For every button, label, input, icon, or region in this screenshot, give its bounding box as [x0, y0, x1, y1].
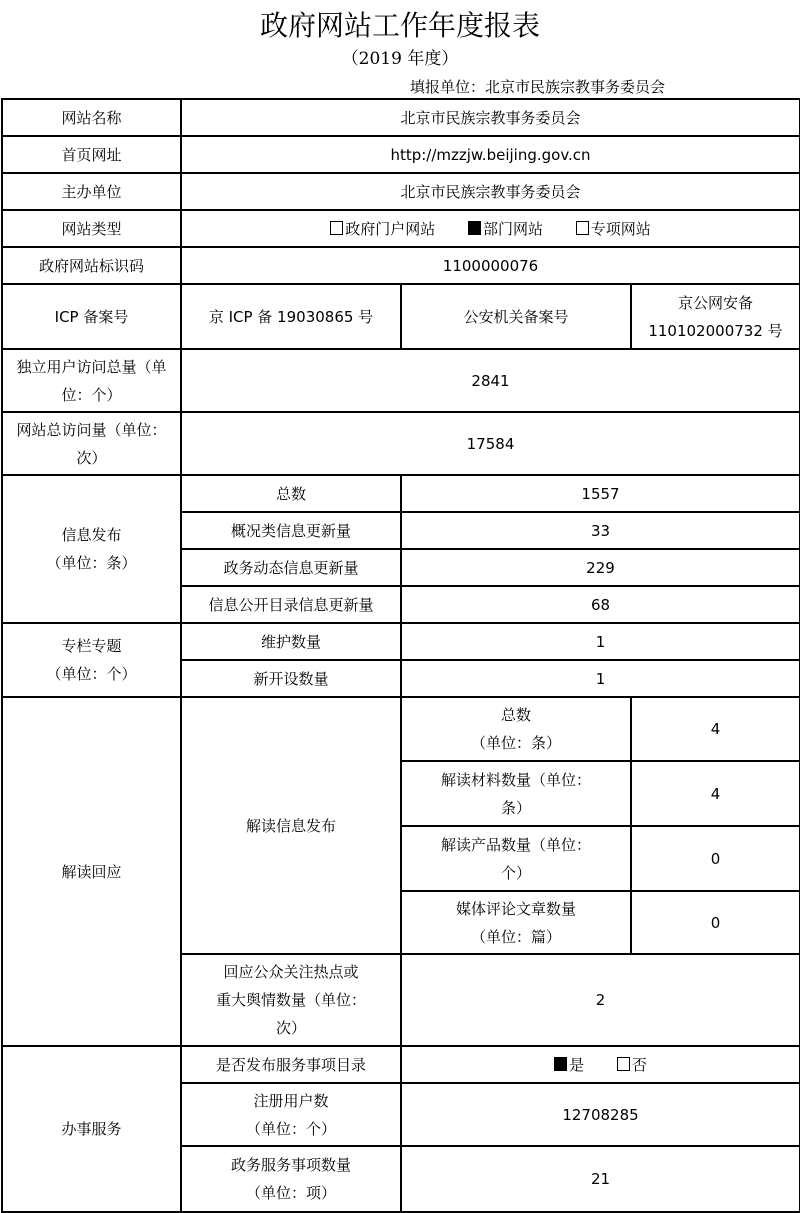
column-label: 维护数量 — [181, 623, 401, 660]
report-table — [1, 98, 800, 1213]
option-no: 否 — [617, 1056, 647, 1074]
label-site-code: 政府网站标识码 — [2, 247, 181, 284]
label-catalog: 是否发布服务事项目录 — [181, 1046, 401, 1083]
label-service: 办事服务 — [2, 1046, 181, 1212]
value-response: 2 — [401, 954, 800, 1046]
interp-value: 4 — [631, 697, 800, 761]
option-portal: 政府门户网站 — [330, 220, 435, 238]
checkbox-checked-icon — [468, 221, 481, 235]
column-label: 新开设数量 — [181, 660, 401, 697]
interp-label: 解读产品数量（单位： 个） — [401, 826, 631, 891]
value-sponsor: 北京市民族宗教事务委员会 — [181, 173, 800, 210]
reporting-unit: 填报单位：北京市民族宗教事务委员会 — [410, 78, 666, 96]
label-site-type: 网站类型 — [2, 210, 181, 247]
interp-value: 0 — [631, 826, 800, 891]
page-title: 政府网站工作年度报表 — [259, 9, 540, 42]
option-yes: 是 — [554, 1056, 584, 1074]
interp-value: 4 — [631, 761, 800, 826]
label-interpretation: 解读回应 — [2, 697, 181, 1046]
info-value: 68 — [401, 586, 800, 623]
option-special: 专项网站 — [576, 220, 651, 238]
catalog-options — [401, 1046, 800, 1083]
value-site-code: 1100000076 — [181, 247, 800, 284]
checkbox-checked-icon — [554, 1057, 567, 1071]
interp-label: 媒体评论文章数量 （单位：篇） — [401, 891, 631, 954]
label-column: 专栏专题 （单位：个） — [2, 623, 181, 697]
info-value: 229 — [401, 549, 800, 586]
value-uv: 2841 — [181, 349, 800, 412]
label-info-publish: 信息发布 （单位：条） — [2, 475, 181, 623]
checkbox-unchecked-icon — [576, 221, 589, 235]
checkbox-unchecked-icon — [617, 1057, 630, 1071]
label-police: 公安机关备案号 — [401, 284, 631, 349]
info-label: 政务动态信息更新量 — [181, 549, 401, 586]
interp-label: 解读材料数量（单位： 条） — [401, 761, 631, 826]
info-label: 概况类信息更新量 — [181, 512, 401, 549]
value-url: http://mzzjw.beijing.gov.cn — [181, 136, 800, 173]
label-url: 首页网址 — [2, 136, 181, 173]
label-service-items: 政务服务事项数量 （单位：项） — [181, 1146, 401, 1212]
label-response: 回应公众关注热点或 重大舆情数量（单位： 次） — [181, 954, 401, 1046]
info-label: 总数 — [181, 475, 401, 512]
info-value: 1557 — [401, 475, 800, 512]
column-value: 1 — [401, 660, 800, 697]
label-icp: ICP 备案号 — [2, 284, 181, 349]
interp-value: 0 — [631, 891, 800, 954]
value-pv: 17584 — [181, 412, 800, 475]
column-value: 1 — [401, 623, 800, 660]
label-interp-publish: 解读信息发布 — [181, 697, 401, 954]
report-year: （2019 年度） — [341, 49, 459, 69]
site-type-options — [181, 210, 800, 247]
value-site-name: 北京市民族宗教事务委员会 — [181, 99, 800, 136]
label-users: 注册用户数 （单位：个） — [181, 1083, 401, 1146]
value-icp: 京 ICP 备 19030865 号 — [181, 284, 401, 349]
interp-label: 总数 （单位：条） — [401, 697, 631, 761]
info-label: 信息公开目录信息更新量 — [181, 586, 401, 623]
label-uv: 独立用户访问总量（单位：个） — [2, 349, 181, 412]
info-value: 33 — [401, 512, 800, 549]
value-service-items: 21 — [401, 1146, 800, 1212]
option-department: 部门网站 — [468, 220, 543, 238]
label-sponsor: 主办单位 — [2, 173, 181, 210]
checkbox-unchecked-icon — [330, 221, 343, 235]
label-site-name: 网站名称 — [2, 99, 181, 136]
value-users: 12708285 — [401, 1083, 800, 1146]
value-police: 京公网安备 110102000732 号 — [631, 284, 800, 349]
label-pv: 网站总访问量（单位：次） — [2, 412, 181, 475]
